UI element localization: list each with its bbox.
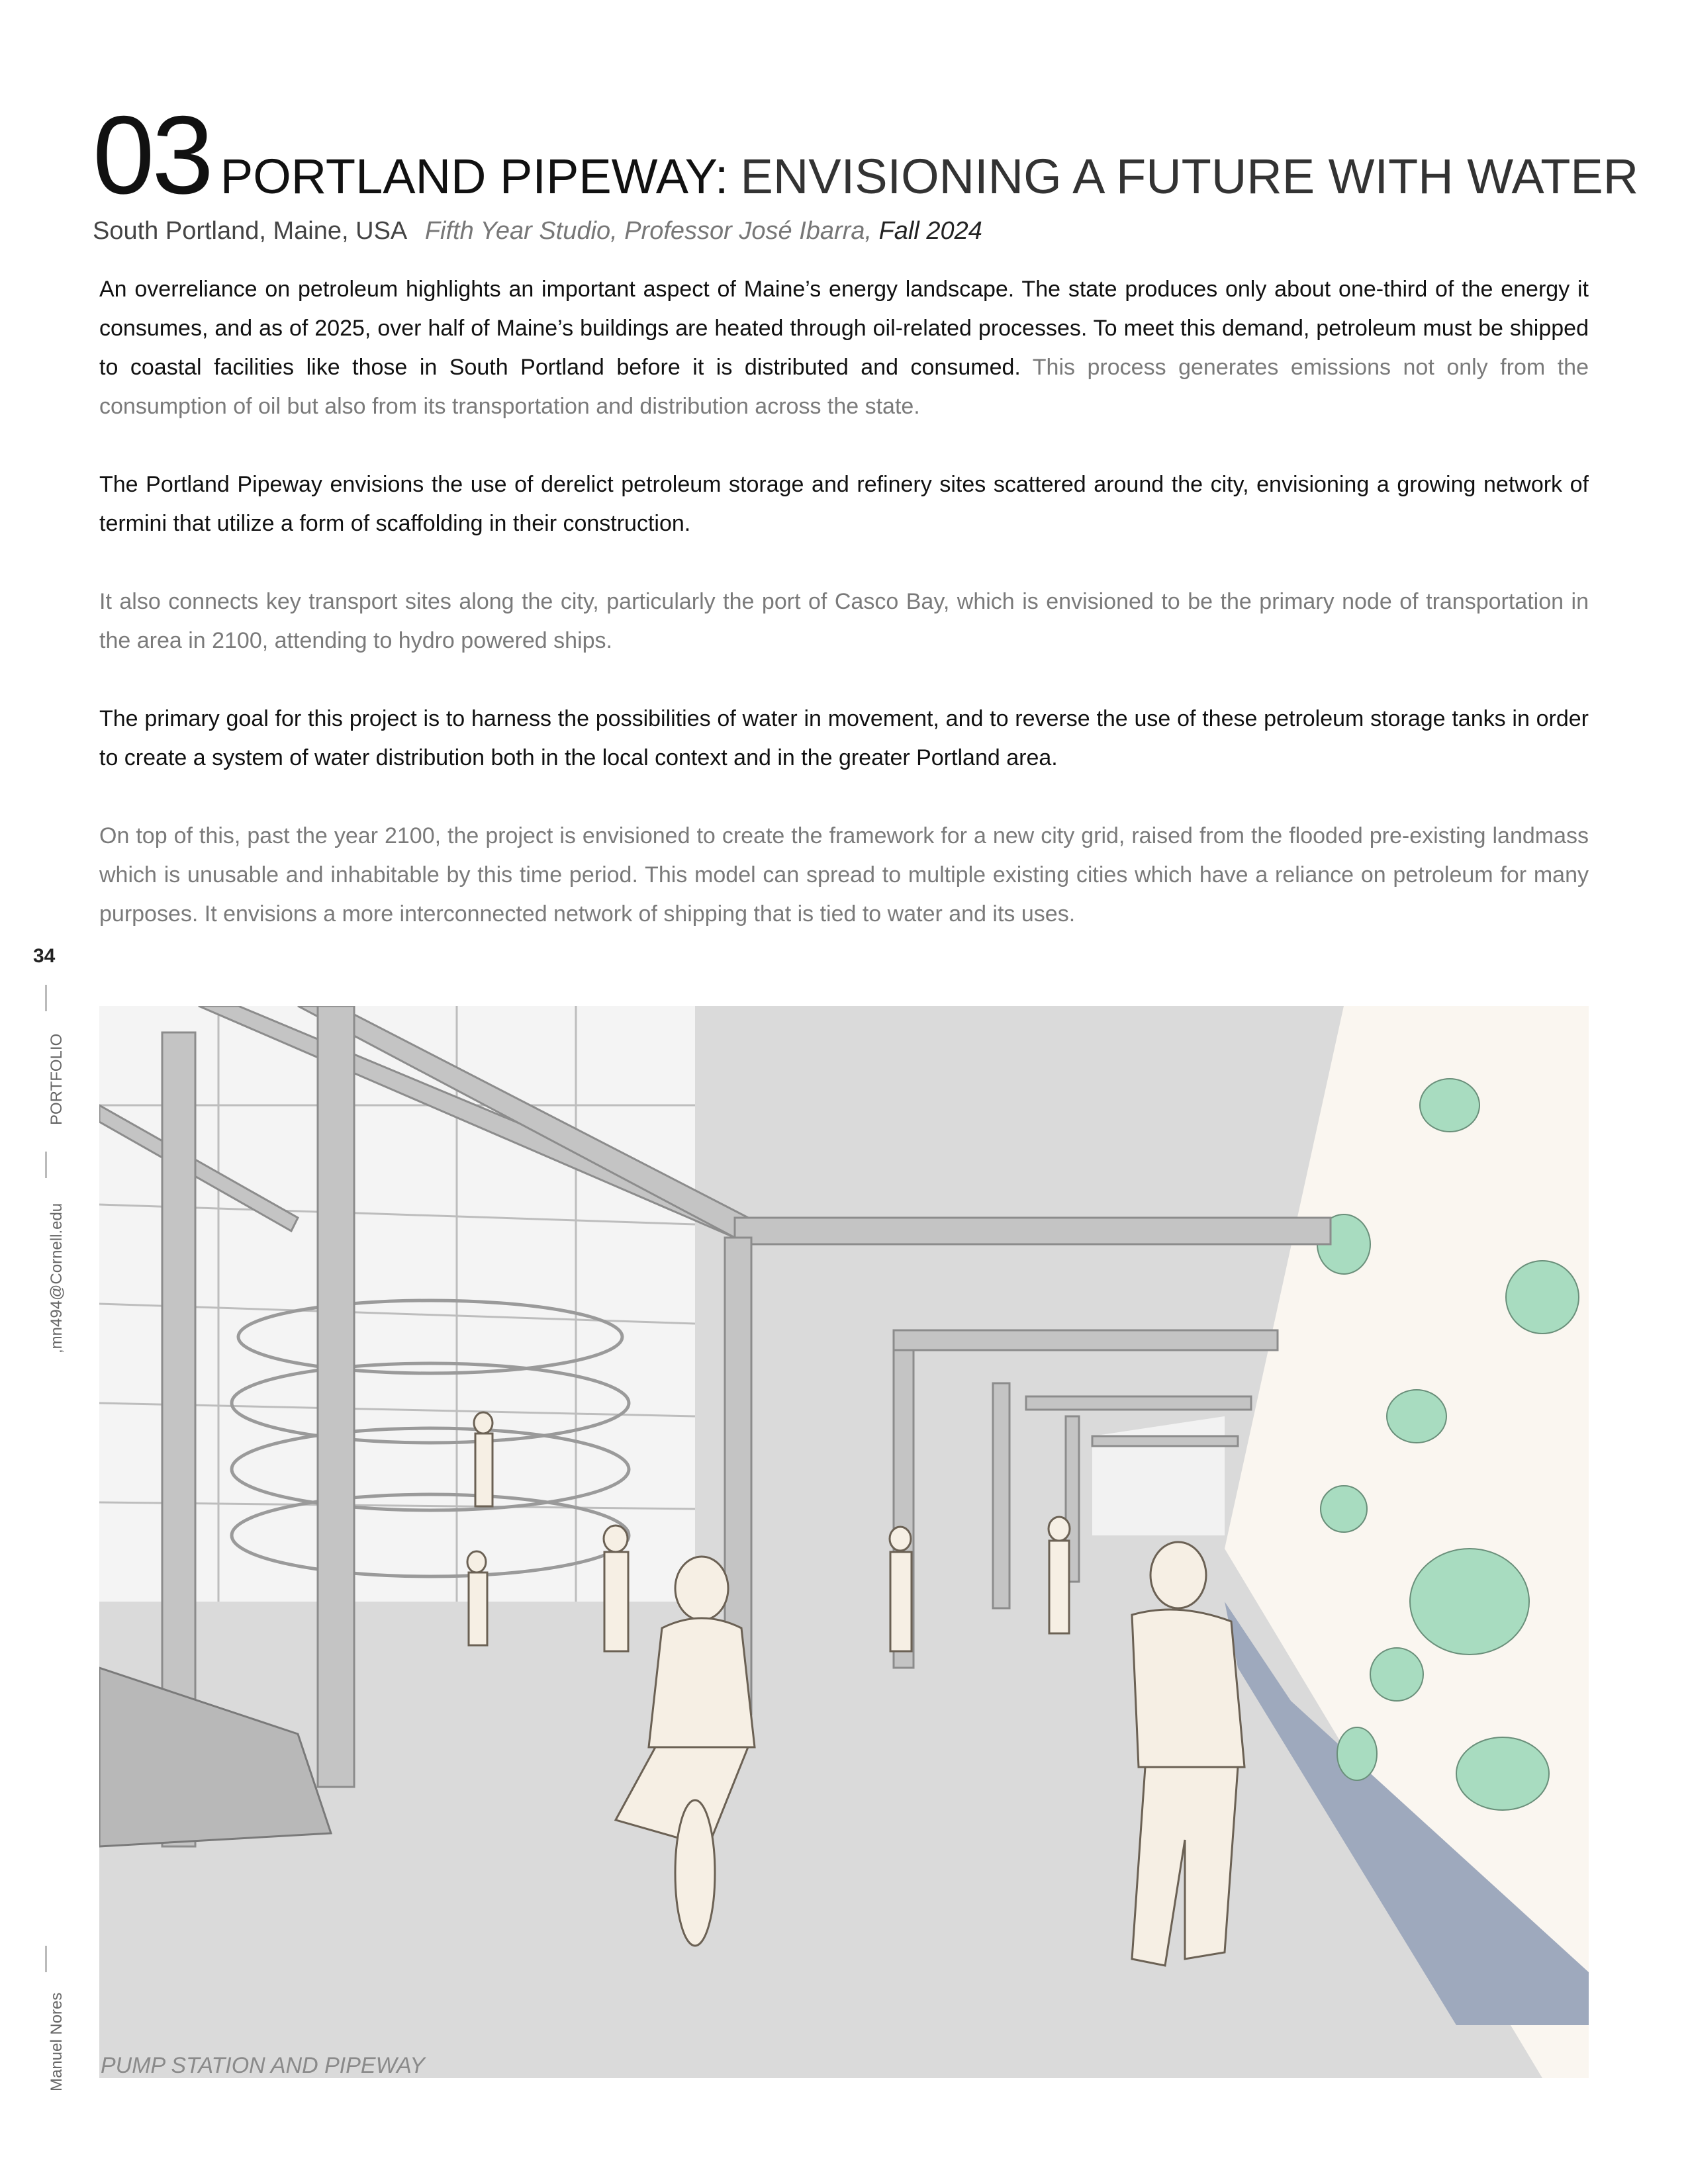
sidebar-divider — [45, 1946, 47, 1972]
sidebar-author: Manuel Nores — [48, 1992, 66, 2091]
illustration-svg — [99, 1006, 1589, 2078]
page-number: 34 — [33, 945, 56, 967]
project-number: 03 — [93, 93, 211, 217]
project-location: South Portland, Maine, USA — [93, 217, 408, 245]
sidebar-divider — [45, 985, 47, 1011]
project-studio: Fifth Year Studio, Professor José Ibarra, — [424, 217, 872, 245]
project-term: Fall 2024 — [878, 217, 982, 245]
pump-station-illustration — [99, 1006, 1589, 2078]
paragraph-5: On top of this, past the year 2100, the project is envisioned to create the framework for a new city grid, raised from the flooded pre-existing landmass which is unusable and inhabitable by this time period. This model can spread to multiple existing cities which have a reliance on petroleum for many purposes. It envisions a more interconnected network of shipping that is tied to water and its uses. — [99, 823, 1589, 927]
project-title-light: ENVISIONING A FUTURE WITH WATER — [740, 149, 1639, 204]
project-subtitle — [93, 217, 1589, 246]
sidebar-divider — [45, 1152, 47, 1178]
paragraph-1 — [99, 270, 1589, 426]
body-text — [99, 270, 1589, 973]
sidebar-email: ,mn494@Cornell.edu — [48, 1203, 66, 1353]
page-header — [93, 93, 1639, 246]
paragraph-2: The Portland Pipeway envisions the use of derelict petroleum storage and refinery sites scattered around the city, envisioning a growing network of termini that utilize a form of scaffolding in their construction. — [99, 472, 1589, 536]
title-row — [93, 93, 1639, 217]
vanishing-opening — [1092, 1416, 1225, 1535]
figure-caption: PUMP STATION AND PIPEWAY — [101, 2053, 425, 2078]
project-title-bold: PORTLAND PIPEWAY: — [220, 149, 729, 204]
paragraph-1-light: This process generates emissions not only from the consumption of oil but also from its transportation and distribution across the state. — [99, 355, 1589, 419]
paragraph-4: The primary goal for this project is to harness the possibilities of water in movement, and to reverse the use of these petroleum storage tanks in order to create a system of water distribution both in the local context and in the greater Portland area. — [99, 706, 1589, 770]
sidebar-portfolio-label: PORTFOLIO — [48, 1033, 66, 1125]
paragraph-1-dark: An overreliance on petroleum highlights an important aspect of Maine’s energy landscape. The state produces only about one-third of the energy it consumes, and as of 2025, over half of Maine’s buildings are heated through oil-related processes. To meet this demand, petroleum must be shipped to coastal facilities like those in South Portland before it is distributed and consumed. — [99, 277, 1589, 380]
paragraph-3: It also connects key transport sites along the city, particularly the port of Casco Bay, which is envisioned to be the primary node of transportation in the area in 2100, attending to hydro powered ships. — [99, 589, 1589, 653]
